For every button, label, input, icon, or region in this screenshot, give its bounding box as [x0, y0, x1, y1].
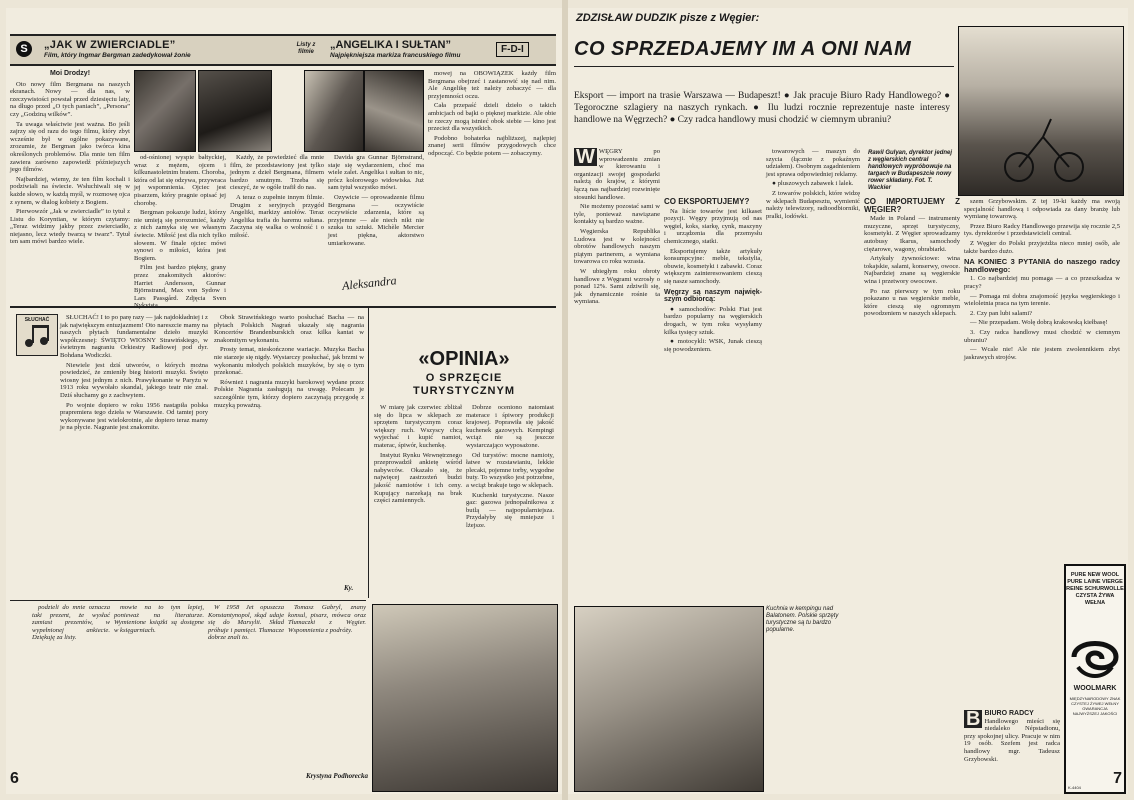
opinia-col2 [466, 404, 554, 598]
section-divider [10, 306, 556, 308]
paragraph: Niewiele jest dziś utworów, o których można powiedzieć, że zmieniły bieg historii muzyki. Święto wiosny jest jednym z nich. Prawykonanie w Paryżu w 1913 roku wywołało skandal, jakiego teatr nie znał. Dziś słuchamy go z zachwytem. [60, 361, 208, 399]
bottom-col4 [288, 604, 366, 764]
film2-subtitle: Najpiękniejsza markiza francuskiego filmu [330, 52, 461, 59]
paragraph: W miarę jak czerwiec zbliżał się do lipca w sklepach ze sprzętem turystycznym coraz większy ruch. Wszyscy chcą wyjechać i kupić namiot, materac, śpiwór, kuchenkę. [374, 404, 462, 449]
music-signature: Ky. [344, 584, 354, 592]
page-number-left: 6 [10, 770, 19, 787]
paragraph: Najbardziej, wiemy, że ten film kochali i podziwiali na świecie. Wsłuchiwali się w każde słowo, w każdą myśl, w rozmowę ojca z synem, w dialog kobiety z Bogiem. [10, 175, 130, 206]
paragraph: — Pomaga mi dobra znajomość języka węgierskiego i wieloletnia praca na tym terenie. [964, 292, 1120, 308]
dropcap: W [576, 146, 595, 168]
biuro-section [964, 710, 1060, 790]
film-still-photo-1 [134, 70, 196, 152]
paragraph: Instytut Rynku Wewnętrznego przeprowadził ankietę wśród nabywców. Okazało się, że najwięcej zastrzeżeń budzi jakość namiotów i ich ceny. Kupujący narzekają na brak części zamiennych. [374, 451, 462, 505]
letter-col4 [328, 154, 424, 274]
paragraph: Po raz pierwszy w tym roku pokazano u nas węgierskie meble, które cieszą się ogromnym powodzeniem w naszych sklepach. [864, 287, 960, 318]
title-underline [574, 66, 954, 67]
film1-title: „JAK W ZWIERCIADLE” [44, 39, 176, 51]
music-icon-label: SŁUCHAĆ [24, 317, 50, 323]
ad-line: PURE NEW WOOL [1070, 572, 1120, 578]
music-col1 [60, 314, 208, 584]
paragraph: Davida gra Gunnar Björnstrand, staje się wydarzeniem, choć ma wiele zalet. Angelika i sułtan to nic, prócz kolorowego widowiska. Już sam tytuł wszystko mówi. [328, 154, 424, 192]
letter-col3 [230, 154, 324, 302]
paragraph: SŁUCHAĆ! I to po parę razy — jak najdokładniej i z jak największym entuzjazmem! Oto nareszcie mamy na naszych płytach fundamentalne dzieło muzyki współczesnej: ŚWIĘTO WIOSNY Strawińskiego, w świetnym nagraniu Orkiestry Radiowej pod dyr. Bohdana Wodiczki. [60, 314, 208, 359]
paragraph: Węgierska Republika Ludowa jest w kolejności obrotów handlowych naszym piątym partnerem, a wymiana towarowa co roku wzrasta. [574, 227, 660, 266]
article-byline: ZDZISŁAW DUDZIK pisze z Węgier: [576, 12, 760, 24]
paragraph: mowej na OBOWIĄZEK każdy film Bergmana obejrzeć i zastanowić się nad nim. Ale Angelikę też należy zobaczyć — dla przyjemności oczu. [428, 70, 556, 100]
film-still-photo-4 [364, 70, 424, 152]
article-title: CO SPRZEDAJEMY IM A ONI NAM [574, 38, 912, 60]
author-signature: Aleksandra [341, 273, 398, 293]
music-col2 [214, 314, 364, 582]
paragraph: towarowych — maszyn do szycia (łącznie z pokaźnym udziałem). Osobnym zagadnieniem jest sprawa odpowiedniej reklamy. [766, 148, 860, 178]
section-head: BIURO RADCY [984, 710, 1034, 717]
section-head: NA KONIEC 3 PYTANIA do naszego radcy handlowego: [964, 257, 1120, 274]
paragraph: Tomasz Gabryl, znany konsul, pisarz, mówca oraz Tłumaczki z Węgier. Wspomnienia z podróży. [288, 604, 366, 634]
column-label: Listy z filmie [296, 42, 316, 55]
article-col1b [664, 198, 762, 602]
article-col3 [864, 198, 960, 788]
badge-icon: S [16, 41, 32, 57]
article-lead: Eksport — import na trasie Warszawa — Budapeszt! ● Jak pracuje Biuro Rady Handlowego? ● Tegoroczne szlagiery na naszych rynkach. ● Ilu ludzi rocznie reprezentuje naste interesy handlowe na Węgrzech? ● Czy radca handlowy musi chodzić w ciemnym ubraniu? [574, 91, 950, 125]
paragraph: Prosty temat, nieskończone wariacje. Muzyka Bacha nie starzeje się nigdy. Wystarczy posłuchać, jak brzmi w wykonaniu młodych polskich muzyków, by się o tym przekonać. [214, 346, 364, 377]
section-head: CO IMPORTUJEMY Z WĘGIER? [864, 197, 960, 214]
vertical-divider [368, 308, 369, 598]
paragraph: Film jest bardzo piękny, grany przez znakomitych aktorów: Harriet Andersson, Gunnar Björnstrand, Max von Sydow i Lars Passgård. Zdjęcia Sven [134, 264, 226, 302]
ad-brand: WOOLMARK [1073, 685, 1117, 692]
paragraph: — Wcale nie! Ale nie jestem zwolennikiem zbyt jaskrawych strojów. [964, 346, 1120, 361]
paragraph: 3. Czy radca handlowy musi chodzić w ciemnym ubraniu? [964, 328, 1120, 344]
paragraph: ● pluszowych zabawek i lalek. [772, 180, 854, 188]
paragraph: 1. Co najbardziej mu pomaga — a co przeszkadza w pracy? [964, 275, 1120, 290]
ad-small: MIĘDZYNARODOWY ZNAK [1069, 696, 1121, 701]
article-col4 [964, 198, 1120, 558]
ad-code: K-4404 [1068, 785, 1081, 790]
tourism-photo-caption: Kuchnia w kempingu nad Balatonem. Polskie sprzęty turystyczne są tu bardzo popularne. [766, 606, 839, 633]
opinia-subtitle: O SPRZĘCIE TURYSTYCZNYM [412, 372, 516, 397]
paragraph: Made in Poland — instrumenty muzyczne, sprzęt turystyczny, kosmetyki. Z Węgier sprowadzamy autobusy Ikarus, samochody ciężarowe, wagony, obrabiarki. [864, 215, 960, 253]
paragraph: mowie na to tym lepiej, ponieważ na literaturze. Wymienione książki są dostępne w księgarniach. [114, 604, 204, 634]
page-number-right: 7 [1113, 770, 1122, 787]
paragraph: Eksportujemy także artykuły konsumpcyjne: meble, tekstylia, obuwie, kosmetyki i zabawki. Coraz większym zainteresowaniem cieszą się nasze samochody. [664, 247, 762, 285]
paragraph: Z Węgier do Polski przyjeżdża nieco mniej osób, ale także bardzo dużo. [964, 239, 1120, 255]
ad-small: NAJWYŻSZEJ JAKOŚCI [1072, 711, 1118, 716]
letter-col2 [134, 154, 226, 302]
letter-greeting: Moi Drodzy! [49, 70, 91, 77]
paragraph: od-ośnionej wyspie bałtyckiej, wraz z mężem, ojcem i kilkunastoletnim bratem. Choroba, która od lat się odzywa, przywraca jej wspomnienia. Ojciec jest pisarzem, który pragnie opisać jej chorobę. [134, 154, 226, 207]
article-col2 [766, 148, 860, 600]
paragraph: Od turystów: mocne namioty, łatwe w rozstawianiu, lekkie plecaki, pojemne torby, wygodne buty. To wszystko jest potrzebne, a wciąż brakuje tego w sklepach. [466, 451, 554, 489]
letter-col1 [10, 70, 130, 302]
paragraph: Nie możemy pozostać sami w tyle, ponieważ nawiązane kontakty są bardzo ważne. [574, 203, 660, 226]
ad-line: PURE LAINE VIERGE [1067, 579, 1123, 585]
paragraph: Oto nowy film Bergmana na naszych ekranach. Nowy — dla nas, w rzeczywistości powstał przed dziesięciu laty, na długo przed „O tych paniach”, „Persona” czy „Godziną wilków”. [10, 80, 130, 118]
paragraph: Pierwowzór „Jak w zwierciadle” to tytuł z Listu do Koryntian, w którym czytamy: „Teraz widzimy jakby przez zwierciadło, niejasno, lecz wtedy twarzą w twarz”. Tytuł ten sam mówi bardzo wiele. [10, 208, 130, 246]
music-icon [16, 314, 58, 356]
section-head: CO EKSPORTUJEMY? [664, 197, 750, 206]
paragraph: W ubiegłym roku obroty handlowe z Węgrami wzrosły o ponad 12%. Sami zdziwili się, jak dynamicznie rośnie ta wymiana. [574, 267, 660, 306]
bottom-signature: Krystyna Podhorecka [306, 772, 369, 780]
paragraph: ● samochodów: Polski Fiat jest bardzo popularny na węgierskich drogach, w tym roku wysyłamy kilka tysięcy sztuk. [664, 305, 762, 336]
paragraph: Po wojnie dopiero w roku 1956 nastąpiła polska prapremiera tego dzieła w Warszawie. Od tamtej pory wykonywane jest wielokrotnie, ale dopiero teraz mamy je na płycie. Nagranie jest znakomite. [60, 401, 208, 432]
paragraph: Kuchenki turystyczne. Nasze gaz: gazowa jednopalnikowa z butlą — najpopularniejsza. Przydałyby się mniejsze i lżejsze. [466, 491, 554, 529]
ad-line: CZYSTA ŻYWA WEŁNA [1075, 593, 1115, 606]
film2-title: „ANGELIKA I SUŁTAN” [330, 39, 451, 51]
paragraph: Przez Biuro Radcy Handlowego przewija się rocznie 2,5 tys. dyrektorów i przedstawicieli central. [964, 222, 1120, 238]
bottom-col1 [32, 604, 110, 764]
paragraph: Artykuły żywnościowe: wina tokajskie, salami, konserwy, owoce. Najbardziej znane są węgierskie wina i przetwory owocowe. [864, 255, 960, 285]
paragraph: Na liście towarów jest kilkaset pozycji. Węgry przyjmują od nas węgiel, koks, siarkę, cynk, maszyny i urządzenia dla przemysłu chemicznego, statki. [664, 207, 762, 245]
paragraph: ● motocykli: WSK, Junak cieszą się powodzeniem. [664, 338, 762, 353]
film-logo: F-D-I [496, 42, 529, 57]
bicycle-photo [958, 26, 1124, 196]
camping-photo [372, 604, 558, 792]
paragraph: Z towarów polskich, które widzę w sklepach Budapesztu, wymienić należy telewizory, radioodbiorniki, pralki, lodówki. [766, 189, 860, 220]
left-page [6, 8, 562, 794]
section-head: Węgrzy są naszym największym odbiorcą: [664, 288, 762, 304]
tourism-photo [574, 606, 764, 792]
woolmark-logo-icon [1068, 627, 1122, 681]
paragraph: Ta uwaga właściwie jest ważna. Bo jeśli zajrzy się od razu do tego filmu, który zbyt wcześnie był w ogólne pokazywane, zrozumie, że Bergman jako twórca kina określonych problemów. Dla mnie ten film zawiera zarówno zapowiedź późniejszych jego filmów. [10, 120, 130, 174]
bottom-col2 [114, 604, 204, 764]
film-still-photo-3 [304, 70, 364, 152]
paragraph: Każdy, że powiedzieć dla mnie film, że przedstawiony jest tylko jednym z dzieł Bergmana, filmem bardzo smutnym. Trzeba się cieszyć, że w ogóle trafił do nas. [230, 154, 324, 192]
paragraph: Podobno bohaterka najbliższej, najlepiej znanej serii filmów przygodowych chce odpocząć. Co będzie potem — zobaczymy. [428, 134, 556, 157]
paragraph: 2. Czy pan lubi salami? [970, 309, 1033, 317]
ad-small: GWARANCJA [1082, 706, 1108, 711]
section-divider [10, 600, 366, 601]
paragraph: szem Grzybowskim. Z tej 19-ki każdy ma swoją specjalność handlową i odpowiada za dany branżę lub wymianę towarową. [964, 198, 1120, 221]
paragraph: Obok Strawińskiego warto posłuchać Bacha — na płytach Polskich Nagrań ukazały się nagrania Koncertów Brandenburskich oraz kilka kantat w znakomitym wykonaniu. [214, 314, 364, 344]
ad-line: REINE SCHURWOLLE [1066, 586, 1124, 592]
photo-caption: Rawil Gulyan, dyrektor jednej z węgierskich central handlowych wypróbowuje na targach w Budapeszcie nowy rower składany. Fot. T. Wackier [868, 150, 953, 191]
paragraph: Ozywicie — oprowadzenie filmu Bergmana — oczywiście oczywiście zdarzenia, które są przyjemne — ale niech nikt nie szuka tu sztuki. Michèle Mercier jest piękna, aktorstwo umiarkowane. [328, 193, 424, 247]
woolmark-ad [1064, 564, 1126, 794]
ad-small: CZYSTEJ ŻYWEJ WEŁNY [1071, 701, 1119, 706]
opinia-title: «OPINIA» [418, 348, 510, 370]
dropcap: B [966, 708, 981, 730]
article-col1 [574, 148, 660, 600]
paragraph: Bergman pokazuje ludzi, którzy nie umieją się porozumieć, każdy z nich zamyka się we własnym świecie. Miłość jest dla nich tylko słowem. W finale ojciec mówi synowi o miłości, która jest Bogiem. [134, 209, 226, 262]
paragraph: W 1958 Jet opuszcza Konstantynopol, skąd udaje się do Marsylii. Skład próbuje i pamięci. Tłumacze dobrze znali to. [208, 604, 284, 642]
paragraph: A teraz o zupełnie innym filmie. Drugim z seryjnych przygód Angeliki, markizy aniołów. Teraz Angelika trafia do haremu sułtana. Zaczyna się walka o wolność i o miłość. [230, 193, 324, 239]
header-strip [10, 34, 556, 66]
bottom-col3 [208, 604, 284, 764]
paragraph: — Nie przepadam. Wolę dobrą krakowską kiełbasę! [970, 319, 1108, 327]
paragraph: podzieli do mnie oznacza taki prezent, że wysłać zamiast prezentów, w wypełnionej ankiecie. Dziękuję za listy. [32, 604, 110, 642]
film1-subtitle: Film, który Ingmar Bergman zadedykował żonie [44, 52, 191, 59]
film-still-photo-2 [198, 70, 272, 152]
paragraph: Handlowego mieści się niedaleko Népstadionu, przy spokojnej ulicy. Pracuje w nim 19 osób. Szefem jest radca handlowy mgr. Tadeusz Grzybowski. [964, 717, 1060, 763]
letter-col5 [428, 70, 556, 302]
right-page [568, 8, 1128, 794]
paragraph: Dobrze oceniono natomiast materace i śpiwory produkcji krajowej. Poprawiła się jakość kuchenek gazowych. Kempingi wciąż nie są jeszcze wystarczająco wyposażone. [466, 404, 554, 449]
bicycle-icon [959, 27, 1123, 195]
paragraph: Cała przepaść dzieli dzieło o takich ambicjach od bajki o pięknej markizie. Ale obie te rzeczy mogą istnieć obok siebie — kino jest przecież dla wszystkich. [428, 102, 556, 133]
paragraph: WĘGRY po wprowadzeniu zmian w kierowaniu i organizacji swojej gospodarki należą do krajów, z którymi łączą nas najbardziej rozwinięte stosunki handlowe. [574, 148, 660, 201]
paragraph: Również i nagrania muzyki barokowej wydane przez Polskie Nagrania zasługują na uwagę. Polecam je szczególnie tym, którzy dopiero zaczynają przygodę z muzyką poważną. [214, 378, 364, 409]
opinia-col1 [374, 404, 462, 598]
